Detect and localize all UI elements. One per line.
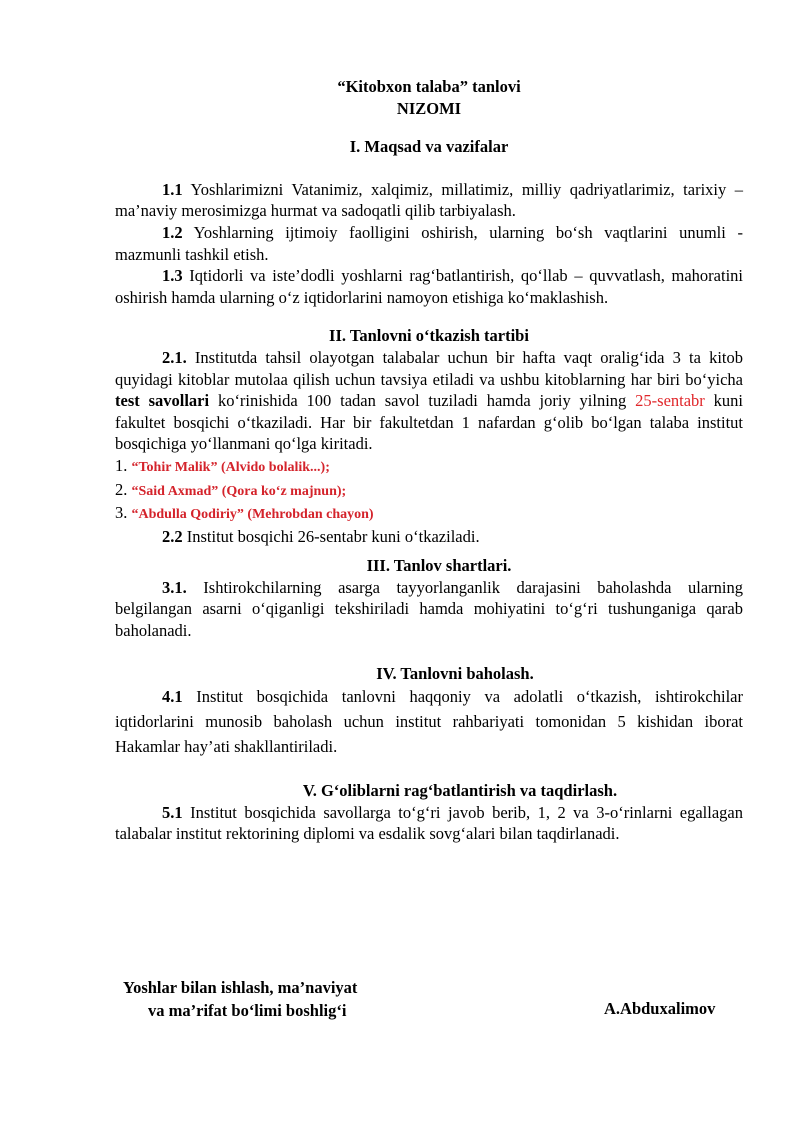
clause-text: Yoshlarimizni Vatanimiz, xalqimiz, millatimiz, milliy qadriyatlarimiz, tarixiy – ma’naviy merosimizga hurmat va sadoqatli qilib tarbiyalash. <box>115 179 743 221</box>
document-title: “Kitobxon talaba” tanlovi <box>337 77 521 96</box>
book-title: “Abdulla Qodiriy” (Mehrobdan chayon) <box>131 507 374 523</box>
clause-number: 3.1. <box>162 577 187 597</box>
clause-number: 1.2 <box>162 222 183 242</box>
highlighted-date: 25-sentabr <box>635 391 705 411</box>
section-3-heading: III. Tanlov shartlari. <box>366 556 512 576</box>
clause-number: 4.1 <box>162 687 183 707</box>
document-body <box>115 76 743 845</box>
section-1-heading: I. Maqsad va vazifalar <box>349 137 509 157</box>
book-title: “Tohir Malik” (Alvido bolalik...); <box>131 459 330 475</box>
clause-bold-text: test savollari <box>115 391 210 411</box>
signatory-name: A.Abduxalimov <box>604 999 716 1018</box>
clause-number: 1.3 <box>162 266 183 286</box>
clause-text: ko‘rinishida 100 tadan savol tuziladi hamda joriy yilning <box>209 391 636 411</box>
position-line-2: va ma’rifat bo‘limi boshlig‘i <box>148 1001 347 1020</box>
clause-4-1 <box>115 684 743 759</box>
section-4-heading: IV. Tanlovni baholash. <box>376 663 534 683</box>
book-number: 3. <box>115 503 132 523</box>
clause-number: 5.1 <box>162 802 183 822</box>
clause-number: 1.1 <box>162 179 183 199</box>
clause-2-1 <box>115 347 743 455</box>
clause-text: Institut bosqichida tanlovni haqqoniy va adolatli o‘tkazish, ishtirokchilar iqtidorlarini munosib baholash uchun institut rahbariyati tomonidan 5 kishidan iborat Hakamlar hay’ati shakllantiriladi. <box>115 687 743 757</box>
clause-text: Institutda tahsil olayotgan talabalar uchun bir hafta vaqt oralig‘ida 3 ta kitob quyidagi kitoblar mutolaa qilish uchun tavsiya etiladi va ushbu kitoblarning har biri bo‘yicha <box>115 347 743 389</box>
position-line-1: Yoshlar bilan ishlash, ma’naviyat <box>123 978 358 997</box>
clause-3-1 <box>115 577 743 642</box>
book-item <box>115 502 743 526</box>
clause-5-1 <box>115 802 743 845</box>
clause-text: Iqtidorli va iste’dodli yoshlarni rag‘batlantirish, qo‘llab – quvvatlash, mahoratini oshirish hamda ularning o‘z iqtidorlarini namoyon etishiga ko‘maklashish. <box>115 266 743 307</box>
signatory-position <box>123 976 357 1022</box>
book-item <box>115 479 743 503</box>
clause-text: Institut bosqichida savollarga to‘g‘ri javob berib, 1, 2 va 3-o‘rinlarni egallagan talabalar institut rektorining diplomi va esdalik sovg‘alari bilan taqdirlanadi. <box>115 802 743 844</box>
book-number: 1. <box>115 455 132 475</box>
clause-1-1 <box>115 179 743 222</box>
clause-number: 2.2 <box>162 526 183 546</box>
book-title: “Said Axmad” (Qora ko‘z majnun); <box>131 483 347 499</box>
clause-number: 2.1. <box>162 347 187 367</box>
book-number: 2. <box>115 479 132 499</box>
section-2-heading: II. Tanlovni o‘tkazish tartibi <box>329 326 529 346</box>
clause-text: Ishtirokchilarning asarga tayyorlanganlik darajasini baholashda ularning belgilangan asarni o‘qiganligi tekshiriladi hamda mohiyatini to‘g‘ri tushunganiga qarab baholanadi. <box>115 577 743 641</box>
book-item <box>115 455 743 479</box>
clause-1-2 <box>115 222 743 265</box>
clause-text: kuni fakultet bosqichi o‘tkaziladi. Har bir fakultetdan 1 nafardan g‘olib bo‘lgan talaba institut bosqichiga yo‘llanmani qo‘lga kiritadi. <box>115 391 743 454</box>
clause-2-2 <box>115 526 743 548</box>
section-5-heading: V. G‘oliblarni rag‘batlantirish va taqdirlash. <box>302 781 618 801</box>
clause-text: Institut bosqichi 26-sentabr kuni o‘tkaziladi. <box>182 526 480 546</box>
clause-1-3 <box>115 265 743 308</box>
clause-text: Yoshlarning ijtimoiy faolligini oshirish, ularning bo‘sh vaqtlarini unumli - mazmunli tashkil etish. <box>115 222 743 264</box>
document-subtitle: NIZOMI <box>396 98 462 118</box>
